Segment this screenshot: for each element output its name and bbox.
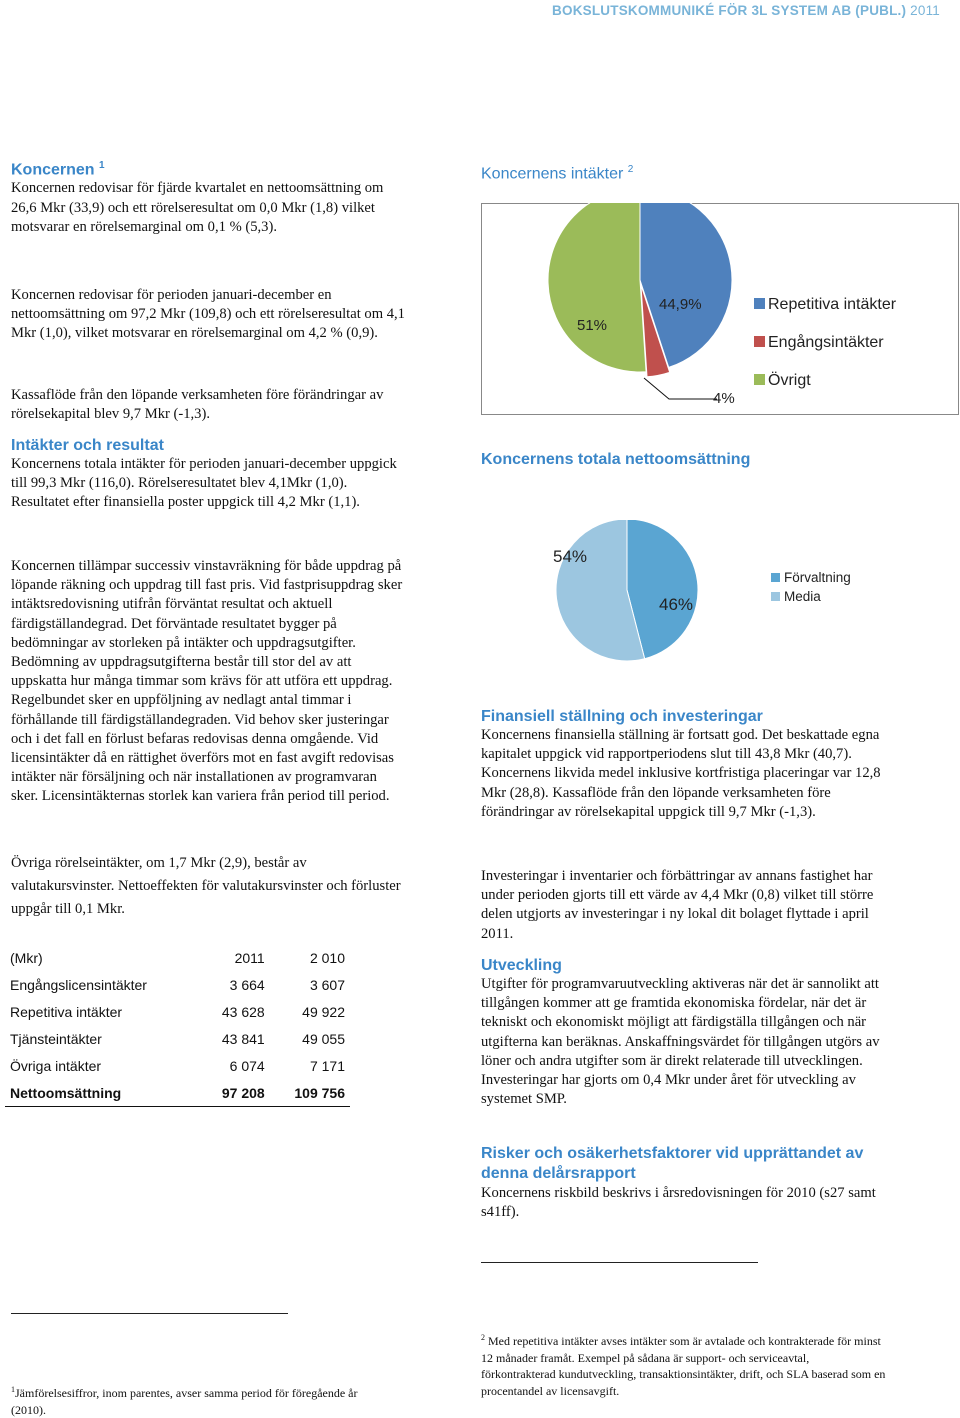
legend-swatch	[754, 374, 765, 385]
table-cell: 43 841	[221, 1030, 265, 1047]
legend-swatch	[754, 298, 765, 309]
legend-label: Engångsintäkter	[768, 334, 884, 351]
legend-label: Media	[784, 589, 821, 604]
footnote-1-mark: 1	[11, 1385, 15, 1394]
koncernen-year-paragraph: Koncernen redovisar för perioden januari-december en nettoomsättning om 97,2 Mkr (109,8) och ett rörelseresultat om 4,1 Mkr (1,0), vilket motsvarar en rörelsemarginal om 4,2 % (0,9).	[11, 287, 405, 342]
legend-swatch	[771, 573, 780, 582]
table-total-cell: 97 208	[200, 1079, 270, 1107]
risker-heading: Risker och osäkerhetsfaktorer vid upprättandet av denna delårsrapport	[481, 1145, 864, 1182]
legend-swatch	[754, 336, 765, 347]
table-cell: 6 074	[229, 1057, 265, 1074]
document-header	[552, 3, 940, 18]
chart1-pie	[481, 203, 959, 415]
table-row	[5, 971, 350, 998]
pie-value-label: 44,9%	[659, 296, 702, 313]
kassaflode-paragraph: Kassaflöde från den löpande verksamheten före förändringar av rörelsekapital blev 9,7 Mkr (-1,3).	[11, 387, 384, 423]
utveckling-heading: Utveckling	[481, 957, 562, 974]
pie-value-label: 4%	[713, 390, 735, 407]
table-cell: 7 171	[309, 1057, 345, 1074]
risker-paragraph: Koncernens riskbild beskrivs i årsredovisningen för 2010 (s27 samt s41ff).	[481, 1185, 876, 1221]
legend-swatch	[771, 592, 780, 601]
document-header-title: BOKSLUTSKOMMUNIKÉ FÖR 3L SYSTEM AB (PUBL.)	[552, 3, 907, 18]
legend-label: Repetitiva intäkter	[768, 296, 897, 313]
utveckling-paragraph: Utgifter för programvaruutveckling aktiveras när det är sannolikt att tillgången kommer att ge framtida ekonomiska fördelar, när det är tekniskt och ekonomiskt möjligt att färdigställa tillgången och när utgifterna kan beräknas. Anskaffningsvärdet för tillgången utgörs av löner och andra utgifter som är direkt relaterade till utvecklingen. Investeringar har gjorts om 0,4 Mkr under året för utveckling av systemet SMP.	[481, 976, 880, 1108]
vinstavrakning-paragraph: Koncernen tillämpar successiv vinstavräkning för både uppdrag på löpande räkning och uppdrag till fast pris. Vid fastprisuppdrag sker intäktsredovisning utifrån förväntat resultat och aktuell färdigställandegrad. Det förväntade resultatet bygger på bedömningar av storleken på intäkter och uppdragsutgifter. Bedömning av uppdragsutgifterna består till stor del av att uppskatta hur många timmar som krävs för att utföra ett uppdrag. Regelbundet sker en uppföljning av nedlagt antal timmar i förhållande till färdigställandegraden. Vid behov sker justeringar och i det fall en förlust befaras redovisas denna omgående. Vid licensintäkter då en rättighet överförs mot en fast avgift redovisas intäkter när försäljning och när installationen av programvaran sker. Licensintäkternas storlek kan variera från period till period.	[11, 558, 403, 805]
revenue-table	[5, 944, 350, 1107]
chart1-title	[481, 164, 633, 183]
table-header-cell: (Mkr)	[10, 949, 43, 966]
table-cell: Repetitiva intäkter	[10, 1003, 123, 1020]
intakter-section	[11, 437, 406, 513]
investeringar-paragraph: Investeringar i inventarier och förbättringar av annans fastighet har under perioden gjorts till ett värde av 4,4 Mkr (0,8) vilket till större delen utgjorts av investeringar i ny lokal dit bolaget flyttade i april 2011.	[481, 868, 874, 942]
pie-value-label: 46%	[659, 595, 694, 614]
table-cell: 3 607	[309, 976, 345, 993]
pie-slice-3	[548, 203, 646, 372]
table-header-row	[5, 944, 350, 971]
table-cell: 49 055	[302, 1030, 345, 1047]
footnote-divider-left	[11, 1313, 288, 1314]
table-row	[5, 1052, 350, 1079]
revenue-table-wrapper	[5, 944, 350, 1107]
table-cell: 49 922	[302, 1003, 345, 1020]
risker-section	[481, 1144, 881, 1222]
table-cell: Engångslicensintäkter	[10, 976, 147, 993]
intakter-paragraph: Koncernens totala intäkter för perioden januari-december uppgick till 99,3 Mkr (116,0). Rörelseresultatet blev 4,1Mkr (1,0). Resultatet efter finansiella poster uppgick till 4,2 Mkr (1,1).	[11, 456, 397, 511]
table-cell: Övriga intäkter	[10, 1057, 102, 1074]
legend-label: Övrigt	[768, 372, 811, 389]
koncernen-section	[11, 160, 406, 237]
footnote-1	[11, 1382, 381, 1418]
table-cell: Tjänsteintäkter	[10, 1030, 102, 1047]
koncernen-heading	[11, 160, 406, 179]
table-header-cell: 2 010	[309, 949, 345, 966]
koncernen-q4-paragraph: Koncernen redovisar för fjärde kvartalet en nettoomsättning om 26,6 Mkr (33,9) och ett rörelseresultat om 0,0 Mkr (1,8) vilket motsvarar en rörelsemarginal om 0,1 % (5,3).	[11, 180, 384, 235]
ovriga-rorelseintakter-paragraph: Övriga rörelseintäkter, om 1,7 Mkr (2,9), består av valutakursvinster. Nettoeffekten för valutakursvinster och förluster uppgår till 0,1 Mkr.	[11, 855, 401, 917]
finansiell-heading: Finansiell ställning och investeringar	[481, 708, 763, 725]
footnote-2-mark: 2	[481, 1333, 485, 1342]
finansiell-section	[481, 708, 886, 822]
pie-leader-line	[644, 378, 717, 399]
table-cell: 43 628	[221, 1003, 265, 1020]
chart2-title: Koncernens totala nettoomsättning	[481, 451, 751, 468]
footnote-ref-2: 2	[627, 164, 634, 175]
table-header-cell: 2011	[234, 949, 265, 966]
table-cell: 3 664	[229, 976, 265, 993]
footnote-1-text: Jämförelsesiffror, inom parentes, avser samma period för föregående år (2010).	[11, 1386, 358, 1417]
pie-value-label: 54%	[553, 547, 588, 566]
finansiell-paragraph: Koncernens finansiella ställning är fortsatt god. Det beskattade egna kapitalet uppgick vid rapportperiodens slut till 43,8 Mkr (40,7). Koncernens likvida medel inklusive kortfristiga placeringar var 12,8 Mkr (28,8). Kassaflöde från den löpande verksamheten före förändringar av rörelsekapital uppgick till 9,7 Mkr (-1,3).	[481, 727, 881, 820]
chart1-title-text: Koncernens intäkter	[481, 165, 624, 183]
utveckling-section	[481, 957, 886, 1109]
table-total-cell: Nettoomsättning	[5, 1079, 200, 1107]
footnote-ref-1: 1	[99, 160, 105, 171]
chart2-pie	[481, 520, 959, 670]
pie-value-label: 51%	[577, 317, 608, 334]
footnote-2	[481, 1330, 886, 1399]
footnote-2-text: Med repetitiva intäkter avses intäkter som är avtalade och kontrakterade för minst 12 månader framåt. Exempel på sådana är support- och serviceavtal, förkontrakterad kundutveckling, transaktionsintäkter, drift, och SLA baserad som en procentandel av licensavgift.	[481, 1334, 886, 1398]
document-header-year: 2011	[910, 3, 940, 18]
table-row	[5, 1025, 350, 1052]
koncernen-heading-text: Koncernen	[11, 161, 95, 179]
table-total-cell: 109 756	[270, 1079, 350, 1107]
table-total-row	[5, 1079, 350, 1107]
footnote-divider-right	[481, 1262, 758, 1263]
intakter-heading: Intäkter och resultat	[11, 437, 164, 454]
table-row	[5, 998, 350, 1025]
legend-label: Förvaltning	[784, 570, 851, 585]
